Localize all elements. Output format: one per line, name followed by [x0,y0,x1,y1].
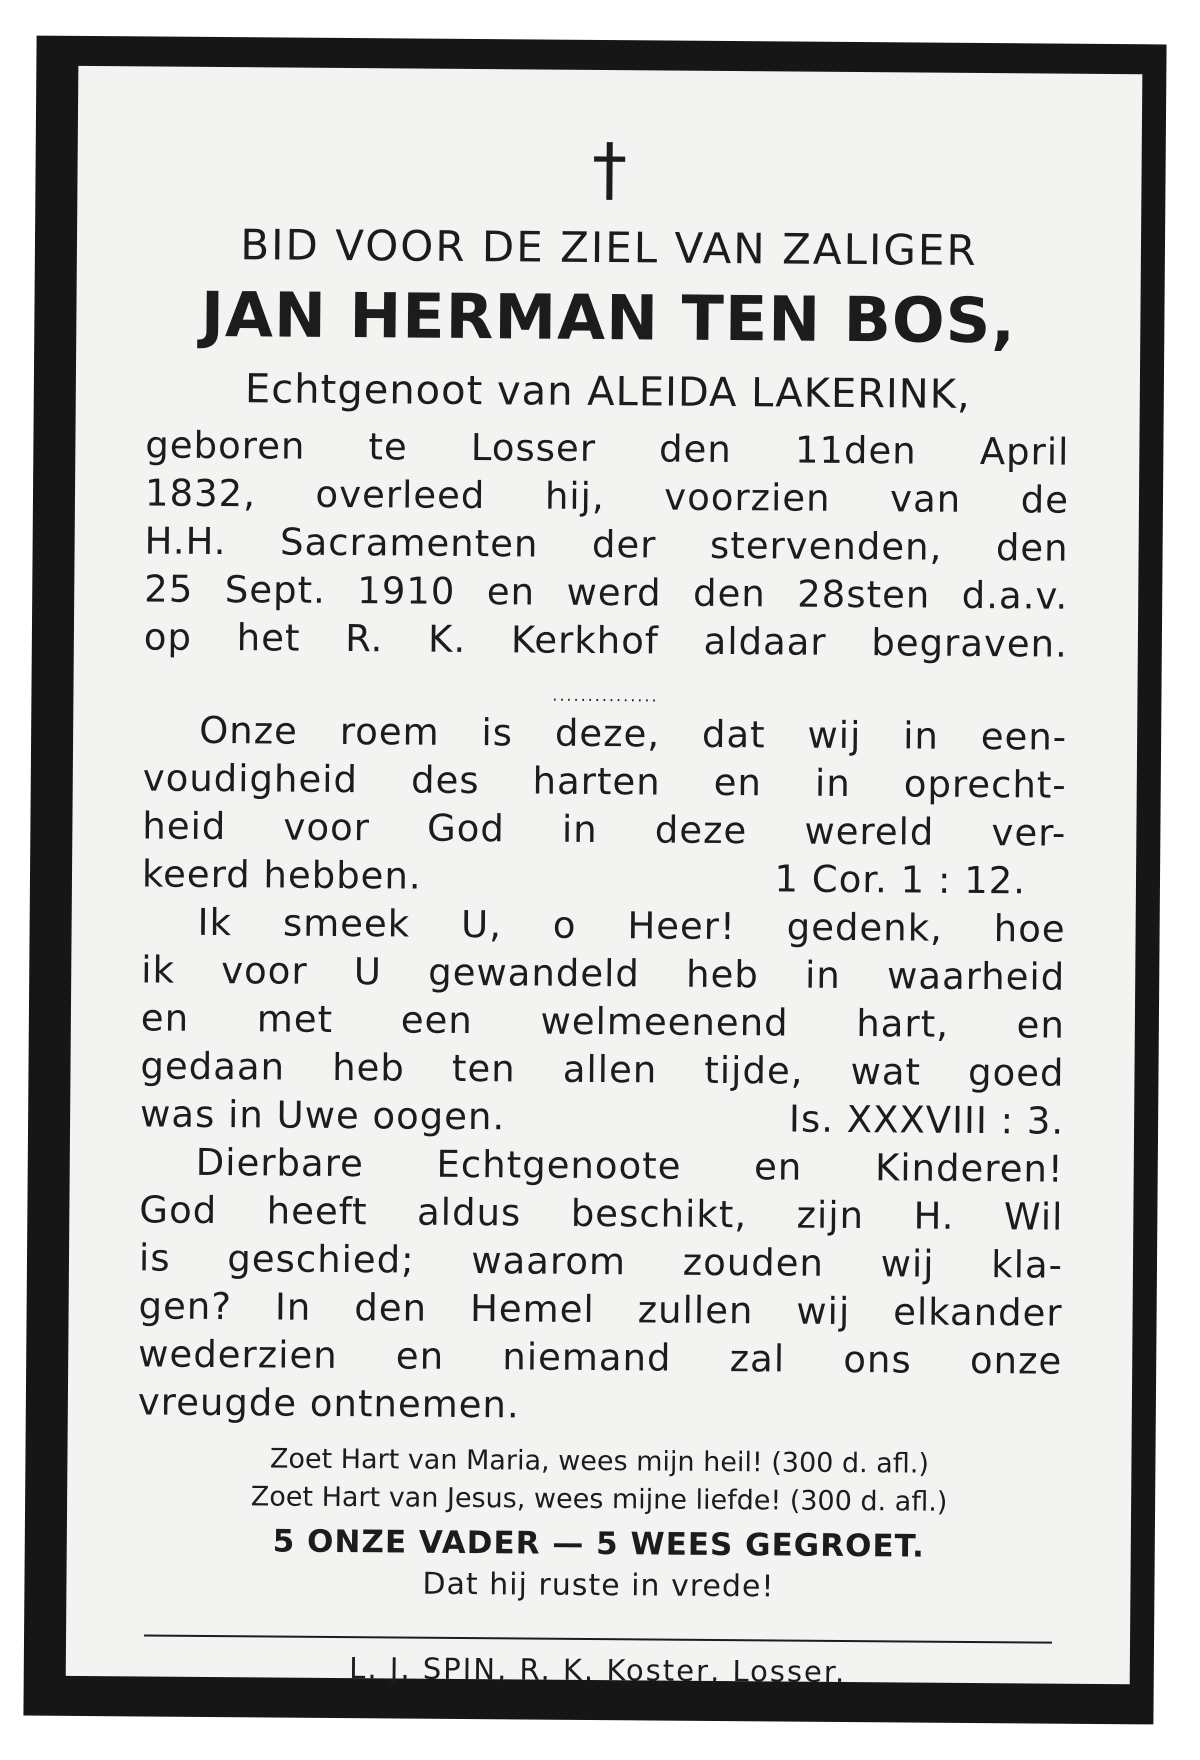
verse-line: ik voor U gewandeld heb in waarheid [141,948,1066,999]
divider [144,1634,1052,1643]
verse-line [143,706,1067,761]
bio-line: geboren te Losser den 11den April [145,423,1070,474]
verse-text: was in Uwe oogen. [139,1092,506,1139]
consolation-line: wederzien en niemand zal ons onze [138,1332,1063,1383]
prayers-count: 5 ONZE VADER — 5 WEES GEGROET. [272,1523,925,1565]
memorial-card [23,36,1166,1725]
consolation-line: gen? In den Hemel zullen wij elkander [138,1284,1063,1335]
printer-credit: L. J. SPIN, R. K. Koster, Losser. [349,1651,847,1689]
bio-line: op het R. K. Kerkhof aldaar begraven. [143,615,1069,666]
consolation-line: vreugde ontnemen. [137,1380,520,1427]
verse-reference: 1 Cor. 1 : 12. [774,857,1027,903]
bio-line: H.H. Sacramenten der stervenden, den [144,519,1069,570]
bio-line: 1832, overleed hij, voorzien van de [144,471,1070,522]
rest-in-peace: Dat hij ruste in vrede! [422,1566,775,1605]
prayer-jesus: Zoet Hart van Jesus, wees mijne liefde! (300 d. afl.) [250,1481,948,1518]
deceased-name: JAN HERMAN TEN BOS, [200,277,1017,358]
card-paper [66,66,1143,1689]
verse-text: Ik smeek U, o Heer! gedenk, hoe [197,900,1066,951]
spouse-line: Echtgenoot van ALEIDA LAKERINK, [244,366,971,418]
separator-dots: ............... [552,685,659,706]
verse-line: voudigheid des harten en in oprecht- [142,756,1067,807]
consolation-line: God heeft aldus beschikt, zijn H. Wil [139,1188,1064,1239]
consolation-line: is geschied; waarom zouden wij kla- [138,1236,1064,1287]
consolation-text: Dierbare Echtgenoote en Kinderen! [195,1140,1064,1191]
prayer-maria: Zoet Hart van Maria, wees mijn heil! (300 d. afl.) [269,1443,930,1480]
verse-reference: Is. XXXVIII : 3. [788,1097,1065,1143]
verse-ref-line [142,850,1026,905]
consolation-line [140,1138,1064,1193]
card-header: BID VOOR DE ZIEL VAN ZALIGER [240,220,978,275]
verse-text: keerd hebben. [141,852,422,898]
cross-icon: † [591,127,628,211]
bio-line: 25 Sept. 1910 en werd den 28sten d.a.v. [144,567,1069,618]
verse-text: Onze roem is deze, dat wij in een- [198,708,1068,759]
verse-line: gedaan heb ten allen tijde, wat goed [140,1044,1065,1095]
verse-line [141,898,1065,953]
verse-line: en met een welmeenend hart, en [140,996,1066,1047]
verse-ref-line [140,1090,1064,1145]
verse-line: heid voor God in deze wereld ver- [142,804,1067,855]
